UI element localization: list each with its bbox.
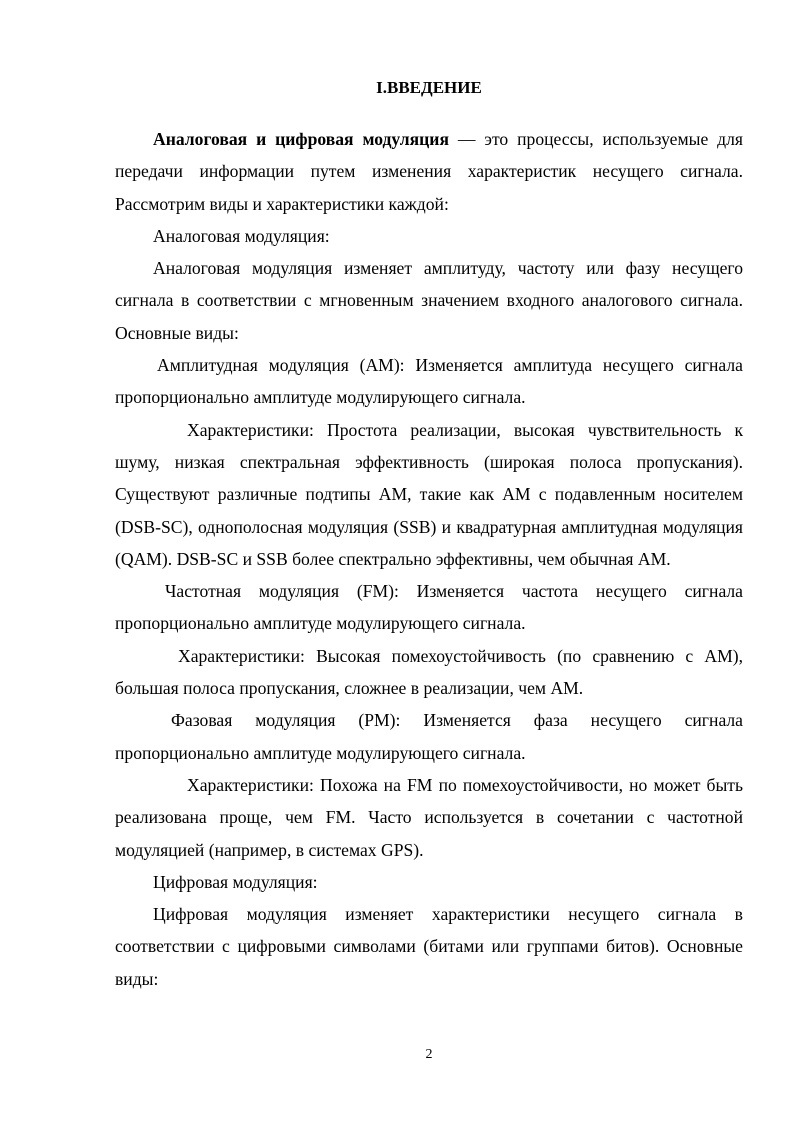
paragraph-am: Амплитудная модуляция (AM): Изменяется амплитуда несущего сигнала пропорционально амплитуде модулирующего сигнала.	[115, 355, 743, 408]
paragraph-pm-characteristics: Характеристики: Похожа на FM по помехоустойчивости, но может быть реализована проще, чем FM. Часто используется в сочетании с частотной модуляцией (например, в системах GPS).	[115, 774, 743, 860]
section-heading: I.ВВЕДЕНИЕ	[376, 78, 482, 97]
paragraph-intro	[115, 123, 743, 220]
paragraph-am-characteristics: Характеристики: Простота реализации, высокая чувствительность к шуму, низкая спектральная эффективность (широкая полоса пропускания). Существуют различные подтипы AM, такие как AM с подавленным носителем (DSB-SC), однополосная модуляция (SSB) и квадратурная амплитудная модуляция (QAM). DSB-SC и SSB более спектрально эффективны, чем обычная AM.	[115, 419, 743, 569]
paragraph-analog-description: Аналоговая модуляция изменяет амплитуду, частоту или фазу несущего сигнала в соответствии с мгновенным значением входного аналогового сигнала. Основные виды:	[115, 258, 743, 343]
paragraph-fm-characteristics: Характеристики: Высокая помехоустойчивость (по сравнению с AM), большая полоса пропускания, сложнее в реализации, чем AM.	[115, 645, 743, 699]
intro-bold-term: Аналоговая и цифровая модуляция	[153, 129, 449, 149]
paragraph-analog-heading: Аналоговая модуляция:	[153, 225, 330, 246]
intro-text: — это процессы, используемые для передачи информации путем изменения характеристик несущего сигнала. Рассмотрим виды и характеристики каждой:	[115, 129, 743, 214]
paragraph-fm: Частотная модуляция (FM): Изменяется частота несущего сигнала пропорционально амплитуде модулирующего сигнала.	[115, 581, 743, 634]
paragraph-pm: Фазовая модуляция (PM): Изменяется фаза несущего сигнала пропорционально амплитуде модулирующего сигнала.	[115, 710, 743, 763]
paragraph-digital-description: Цифровая модуляция изменяет характеристики несущего сигнала в соответствии с цифровыми символами (битами или группами битов). Основные виды:	[115, 904, 743, 989]
paragraph-digital-heading: Цифровая модуляция:	[153, 871, 318, 892]
document-body	[115, 123, 743, 995]
page-number: 2	[425, 1047, 433, 1062]
